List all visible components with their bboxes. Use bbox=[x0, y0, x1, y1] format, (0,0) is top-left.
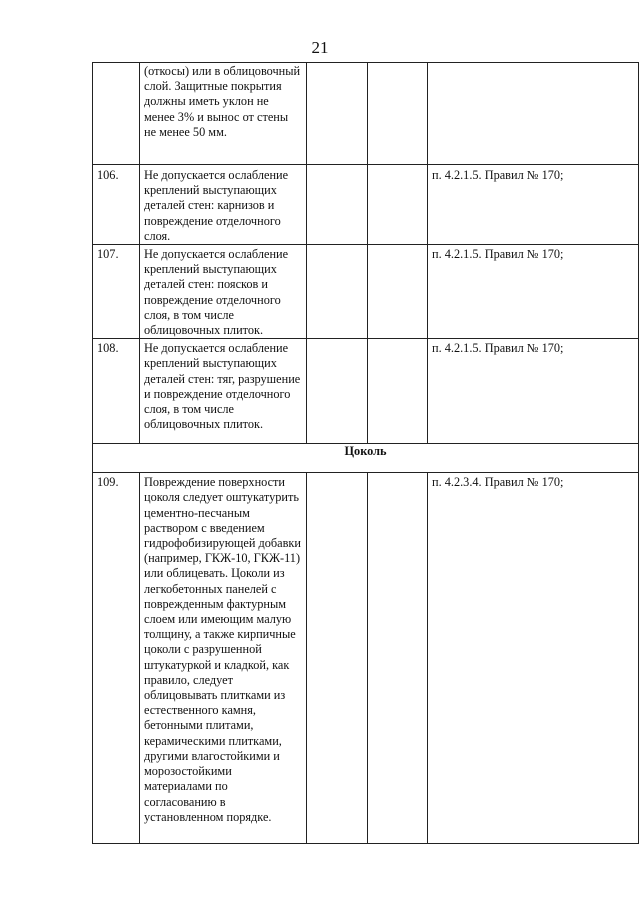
section-header-row bbox=[93, 444, 639, 473]
reference-cell: п. 4.2.1.5. Правил № 170; bbox=[428, 245, 639, 339]
requirement-text: Не допускается ослабление креплений выступающих деталей стен: поясков и повреждение отделочного слоя, в том числе облицовочных плиток. bbox=[140, 245, 307, 339]
section-title: Цоколь bbox=[93, 444, 639, 473]
empty-cell bbox=[307, 63, 368, 165]
empty-cell bbox=[307, 245, 368, 339]
reference-cell: п. 4.2.1.5. Правил № 170; bbox=[428, 339, 639, 444]
table-row bbox=[93, 63, 639, 165]
reference-cell bbox=[428, 63, 639, 165]
table-row bbox=[93, 339, 639, 444]
reference-cell: п. 4.2.1.5. Правил № 170; bbox=[428, 165, 639, 245]
empty-cell bbox=[368, 165, 428, 245]
empty-cell bbox=[307, 473, 368, 844]
requirement-text: Повреждение поверхности цоколя следует оштукатурить цементно-песчаным раствором с введением гидрофобизирующей добавки (например, ГКЖ-10, ГКЖ-11) или облицевать. Цоколи из легкобетонных панелей с поврежденным фактурным слоем или имеющим малую толщину, а также кирпичные цоколи с разрушенной штукатуркой и кладкой, как правило, следует облицовывать плитками из естественного камня, бетонными плитами, керамическими плитками, другими влагостойкими и морозостойкими материалами по согласованию в установленном порядке. bbox=[140, 473, 307, 844]
empty-cell bbox=[368, 339, 428, 444]
empty-cell bbox=[307, 339, 368, 444]
row-number: 107. bbox=[93, 245, 140, 339]
row-number: 106. bbox=[93, 165, 140, 245]
table-row bbox=[93, 165, 639, 245]
table-row bbox=[93, 245, 639, 339]
requirements-table bbox=[92, 62, 639, 844]
requirement-text: Не допускается ослабление креплений выступающих деталей стен: тяг, разрушение и повреждение отделочного слоя, в том числе облицовочных плиток. bbox=[140, 339, 307, 444]
reference-cell: п. 4.2.3.4. Правил № 170; bbox=[428, 473, 639, 844]
requirement-text: Не допускается ослабление креплений выступающих деталей стен: карнизов и повреждение отделочного слоя. bbox=[140, 165, 307, 245]
requirement-text: (откосы) или в облицовочный слой. Защитные покрытия должны иметь уклон не менее 3% и вынос от стены не менее 50 мм. bbox=[140, 63, 307, 165]
empty-cell bbox=[368, 245, 428, 339]
row-number: 109. bbox=[93, 473, 140, 844]
row-number bbox=[93, 63, 140, 165]
page-number: 21 bbox=[311, 38, 329, 57]
empty-cell bbox=[307, 165, 368, 245]
empty-cell bbox=[368, 63, 428, 165]
row-number: 108. bbox=[93, 339, 140, 444]
empty-cell bbox=[368, 473, 428, 844]
table-row bbox=[93, 473, 639, 844]
